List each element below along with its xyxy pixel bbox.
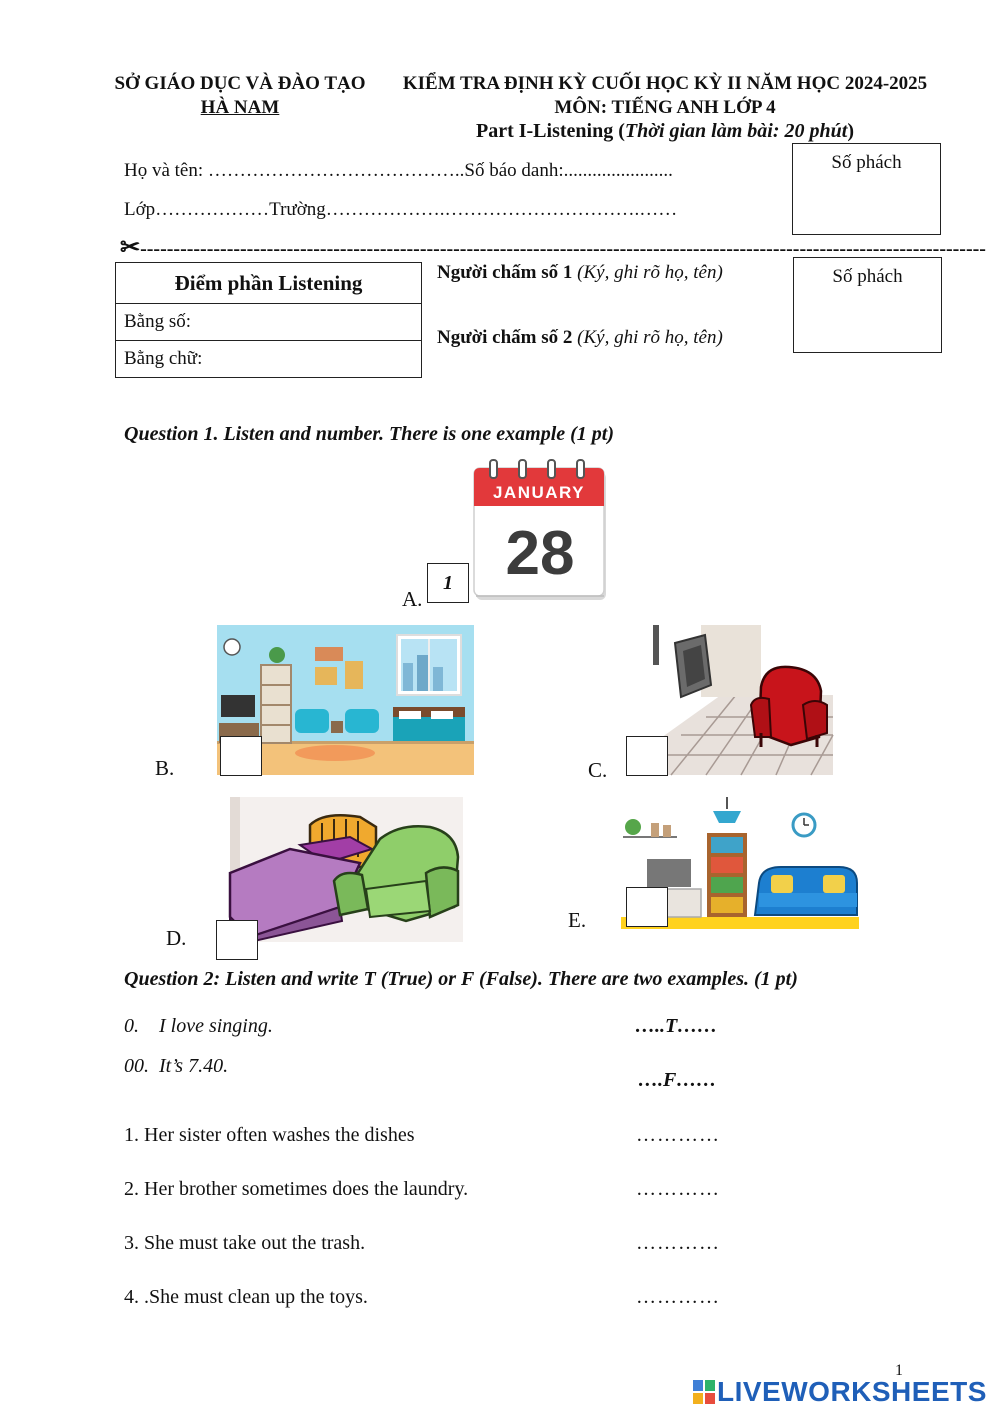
score-by-words[interactable]: Bằng chữ: bbox=[116, 341, 422, 378]
example-00-answer: ….F…… bbox=[638, 1069, 717, 1091]
liveworksheets-logo bbox=[693, 1376, 987, 1408]
example-0-answer: …..T…… bbox=[635, 1015, 718, 1037]
statement-2: 2. Her brother sometimes does the laundry. bbox=[124, 1178, 469, 1200]
so-phach-label: Số phách bbox=[831, 152, 902, 173]
part-label: Part I-Listening ( bbox=[475, 120, 625, 142]
example-00 bbox=[124, 1055, 228, 1078]
scissors-icon: ✂ bbox=[120, 235, 141, 261]
so-phach-box-top bbox=[792, 143, 941, 235]
example-0-text: I love singing. bbox=[159, 1015, 273, 1037]
part-line bbox=[385, 119, 945, 143]
statement-1-answer-blank[interactable]: ………… bbox=[636, 1124, 720, 1146]
student-name-line[interactable]: Họ và tên: …………………………………..Số báo danh:....................... bbox=[124, 160, 673, 181]
subject-line: MÔN: TIẾNG ANH LỚP 4 bbox=[554, 97, 776, 118]
liveworksheets-brand: LIVEWORKSHEETS bbox=[717, 1376, 987, 1407]
calendar-day: 28 bbox=[505, 519, 575, 588]
example-00-text: It’s 7.40. bbox=[159, 1055, 229, 1077]
grader-1-note: (Ký, ghi rõ họ, tên) bbox=[577, 262, 723, 283]
red-armchair-picture bbox=[651, 625, 833, 775]
statement-3-answer-blank[interactable]: ………… bbox=[636, 1232, 720, 1254]
statement-2-answer-blank[interactable]: ………… bbox=[636, 1178, 720, 1200]
bed-and-green-armchair-picture bbox=[230, 797, 463, 942]
calendar-icon bbox=[470, 460, 612, 605]
example-0-number: 0. bbox=[124, 1015, 139, 1037]
option-e-letter: E. bbox=[568, 908, 587, 932]
option-b-letter: B. bbox=[155, 756, 175, 780]
grader-2-note: (Ký, ghi rõ họ, tên) bbox=[577, 327, 723, 348]
score-table bbox=[115, 262, 422, 378]
grader-1-label: Người chấm số 1 bbox=[437, 262, 573, 283]
department-name: SỞ GIÁO DỤC VÀ ĐÀO TẠO bbox=[114, 73, 366, 94]
student-class-line[interactable]: Lớp………………Trường……………….………………………….…… bbox=[124, 199, 678, 220]
question-2-title: Question 2: Listen and write T (True) or F (False). There are two examples. (1 pt) bbox=[124, 968, 798, 990]
question-1-title: Question 1. Listen and number. There is one example (1 pt) bbox=[124, 423, 615, 445]
cut-line: ✂------------------------------------------------------------------------------------------------------------------------------- bbox=[120, 235, 986, 261]
option-d-answer-box[interactable] bbox=[216, 920, 258, 960]
statement-4-answer-blank[interactable]: ………… bbox=[636, 1286, 720, 1308]
score-table-header: Điểm phần Listening bbox=[116, 263, 422, 304]
page-number: 1 bbox=[895, 1362, 903, 1379]
option-c-answer-box[interactable] bbox=[626, 736, 668, 776]
option-b-answer-box[interactable] bbox=[220, 736, 262, 776]
example-0 bbox=[124, 1015, 273, 1038]
part-close: ) bbox=[847, 120, 854, 142]
statement-4: 4. .She must clean up the toys. bbox=[124, 1286, 368, 1308]
statement-3: 3. She must take out the trash. bbox=[124, 1232, 366, 1254]
option-a-letter: A. bbox=[402, 587, 423, 611]
calendar-month: JANUARY bbox=[492, 483, 586, 502]
so-phach-label: Số phách bbox=[832, 266, 903, 287]
example-00-number: 00. bbox=[124, 1055, 149, 1077]
grader-1 bbox=[437, 262, 723, 284]
liveworksheets-logo-icon bbox=[693, 1380, 715, 1404]
department-block bbox=[100, 72, 380, 120]
grader-2-label: Người chấm số 2 bbox=[437, 327, 573, 348]
score-by-number[interactable]: Bằng số: bbox=[116, 304, 422, 341]
option-a-answer-box[interactable]: 1 bbox=[427, 563, 469, 603]
option-d-letter: D. bbox=[166, 926, 187, 950]
statement-1: 1. Her sister often washes the dishes bbox=[124, 1124, 415, 1146]
grader-2 bbox=[437, 327, 723, 349]
exam-title-block bbox=[385, 72, 945, 120]
part-time: Thời gian làm bài: 20 phút bbox=[624, 120, 848, 142]
province-name: HÀ NAM bbox=[200, 97, 280, 118]
option-e-answer-box[interactable] bbox=[626, 887, 668, 927]
so-phach-box-bottom bbox=[793, 257, 942, 353]
option-c-letter: C. bbox=[588, 758, 608, 782]
exam-title: KIỂM TRA ĐỊNH KỲ CUỐI HỌC KỲ II NĂM HỌC 2024-2025 bbox=[402, 73, 928, 94]
